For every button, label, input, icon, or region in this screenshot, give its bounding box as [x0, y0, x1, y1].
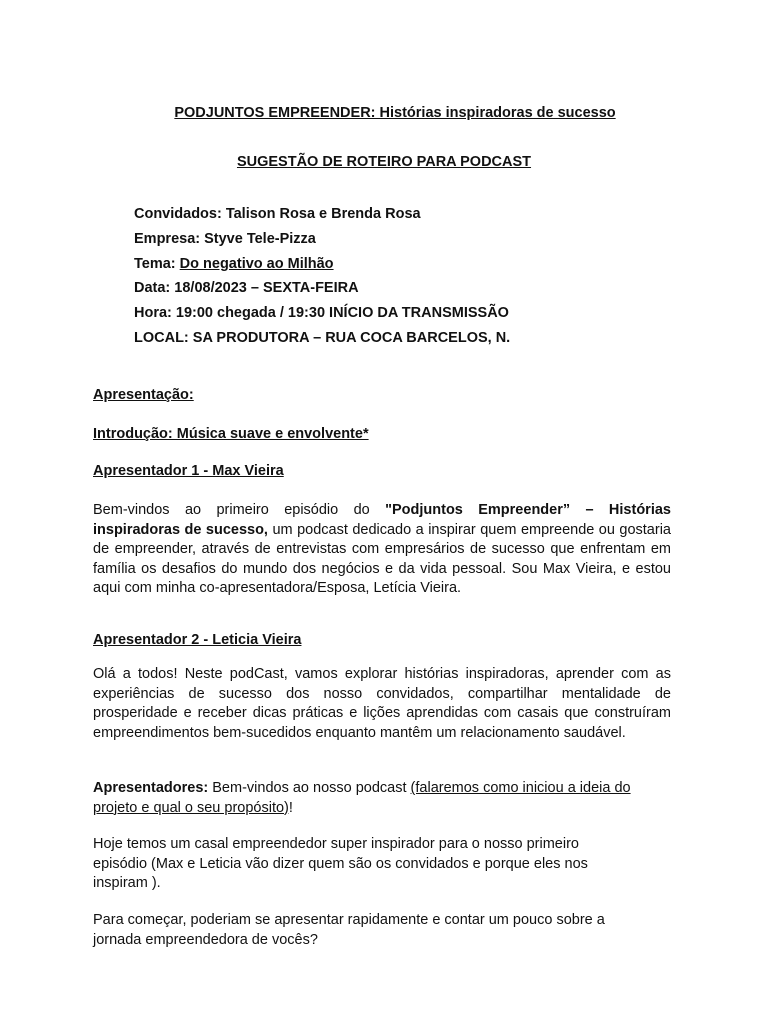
- hosts-label: Apresentadores:: [93, 780, 209, 796]
- company-line: Empresa: Styve Tele-Pizza: [134, 230, 316, 247]
- hosts-note: (falaremos como iniciou a ideia do projeto e qual o seu propósito): [93, 780, 631, 816]
- introduction-heading: Introdução: Música suave e envolvente*: [93, 426, 369, 442]
- presentation-heading: Apresentação:: [93, 387, 194, 403]
- p1-body: um podcast dedicado a inspirar quem empreende ou gostaria de empreender, através de entrevistas com empresários de sucesso que enfrentam em família os desafios do mundo dos negócios e da vida pessoal. Sou Max Vieira, e estou aqui com minha co-apresentadora/Esposa, Letícia Vieira.: [93, 521, 671, 596]
- host-1-paragraph: [93, 501, 671, 599]
- host-2-heading: Apresentador 2 - Leticia Vieira: [93, 632, 302, 648]
- hosts-end: !: [288, 799, 293, 816]
- host-2-paragraph: Olá a todos! Neste podCast, vamos explorar histórias inspiradoras, aprender com as experiências de sucesso dos nosso convidados, compartilhar mentalidade de prosperidade e receber dicas práticas e lições aprendidas com casais que construíram empreendimentos bem-sucedidos enquanto mantêm um relacionamento saudável.: [93, 666, 671, 741]
- theme-line: [134, 252, 510, 277]
- podcast-name: "Podjuntos Empreender” – Histórias inspiradoras de sucesso,: [93, 502, 671, 538]
- event-details: [134, 202, 510, 351]
- hosts-paragraph: [93, 779, 671, 818]
- first-question-paragraph: Para começar, poderiam se apresentar rapidamente e contar um pouco sobre a jornada empreendedora de vocês?: [93, 912, 605, 948]
- theme-label: Tema:: [134, 255, 180, 272]
- theme-value: Do negativo ao Milhão: [179, 255, 334, 272]
- location-line: LOCAL: SA PRODUTORA – RUA COCA BARCELOS, N.: [134, 329, 511, 346]
- document-title: PODJUNTOS EMPREENDER: Histórias inspiradoras de sucesso: [174, 105, 616, 121]
- hosts-text: Bem-vindos ao nosso podcast: [208, 780, 411, 796]
- date-line: Data: 18/08/2023 – SEXTA-FEIRA: [134, 280, 359, 297]
- document-subtitle: SUGESTÃO DE ROTEIRO PARA PODCAST: [236, 154, 532, 170]
- guests-line: Convidados: Talison Rosa e Brenda Rosa: [134, 206, 421, 222]
- host-1-heading: Apresentador 1 - Max Vieira: [93, 463, 284, 479]
- time-line: Hora: 19:00 chegada / 19:30 INÍCIO DA TRANSMISSÃO: [134, 305, 509, 322]
- guests-intro-paragraph: Hoje temos um casal empreendedor super inspirador para o nosso primeiro episódio (Max e Leticia vão dizer quem são os convidados e porque eles nos inspiram ).: [93, 836, 588, 891]
- p1-intro: Bem-vindos ao primeiro episódio do: [93, 502, 386, 518]
